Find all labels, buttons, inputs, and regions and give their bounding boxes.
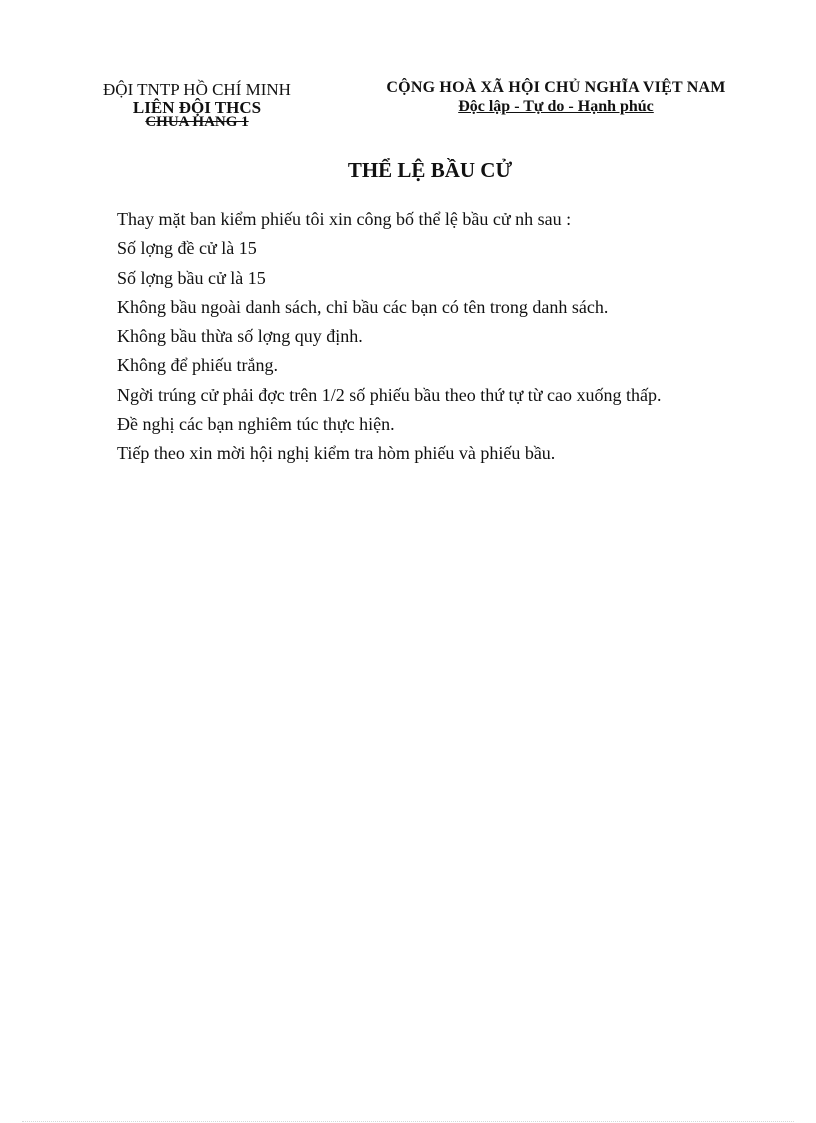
org-name: ĐỘI TNTP HỒ CHÍ MINH xyxy=(103,80,291,99)
national-header xyxy=(360,78,752,116)
national-motto: Độc lập - Tự do - Hạnh phúc xyxy=(458,98,654,115)
org-school: CHUA HANG 1 xyxy=(145,114,249,130)
organization-header xyxy=(82,80,312,130)
body-paragraph: Không bầu thừa số lợng quy định. xyxy=(117,326,363,347)
document-body xyxy=(117,205,737,469)
body-paragraph: Ngời trúng cử phải đợc trên 1/2 số phiếu bầu theo thứ tự từ cao xuống thấp. xyxy=(117,384,662,405)
body-paragraph: Số lợng đề cử là 15 xyxy=(117,238,257,259)
national-name: CỘNG HOÀ XÃ HỘI CHỦ NGHĨA VIỆT NAM xyxy=(386,79,726,96)
body-paragraph: Không bầu ngoài danh sách, chỉ bầu các bạn có tên trong danh sách. xyxy=(117,296,609,317)
document-title: THỂ LỆ BẦU CỬ xyxy=(347,158,513,182)
body-paragraph: Thay mặt ban kiểm phiếu tôi xin công bố thể lệ bầu cử nh sau : xyxy=(117,209,572,229)
org-unit: LIÊN ĐỘI THCS xyxy=(132,98,262,117)
body-paragraph: Tiếp theo xin mời hội nghị kiểm tra hòm phiếu và phiếu bầu. xyxy=(117,443,556,464)
body-paragraph: Không để phiếu trắng. xyxy=(117,355,278,376)
body-paragraph: Số lợng bầu cử là 15 xyxy=(117,267,266,288)
body-paragraph: Đề nghị các bạn nghiêm túc thực hiện. xyxy=(117,414,395,435)
page-bottom-border xyxy=(22,1121,794,1122)
